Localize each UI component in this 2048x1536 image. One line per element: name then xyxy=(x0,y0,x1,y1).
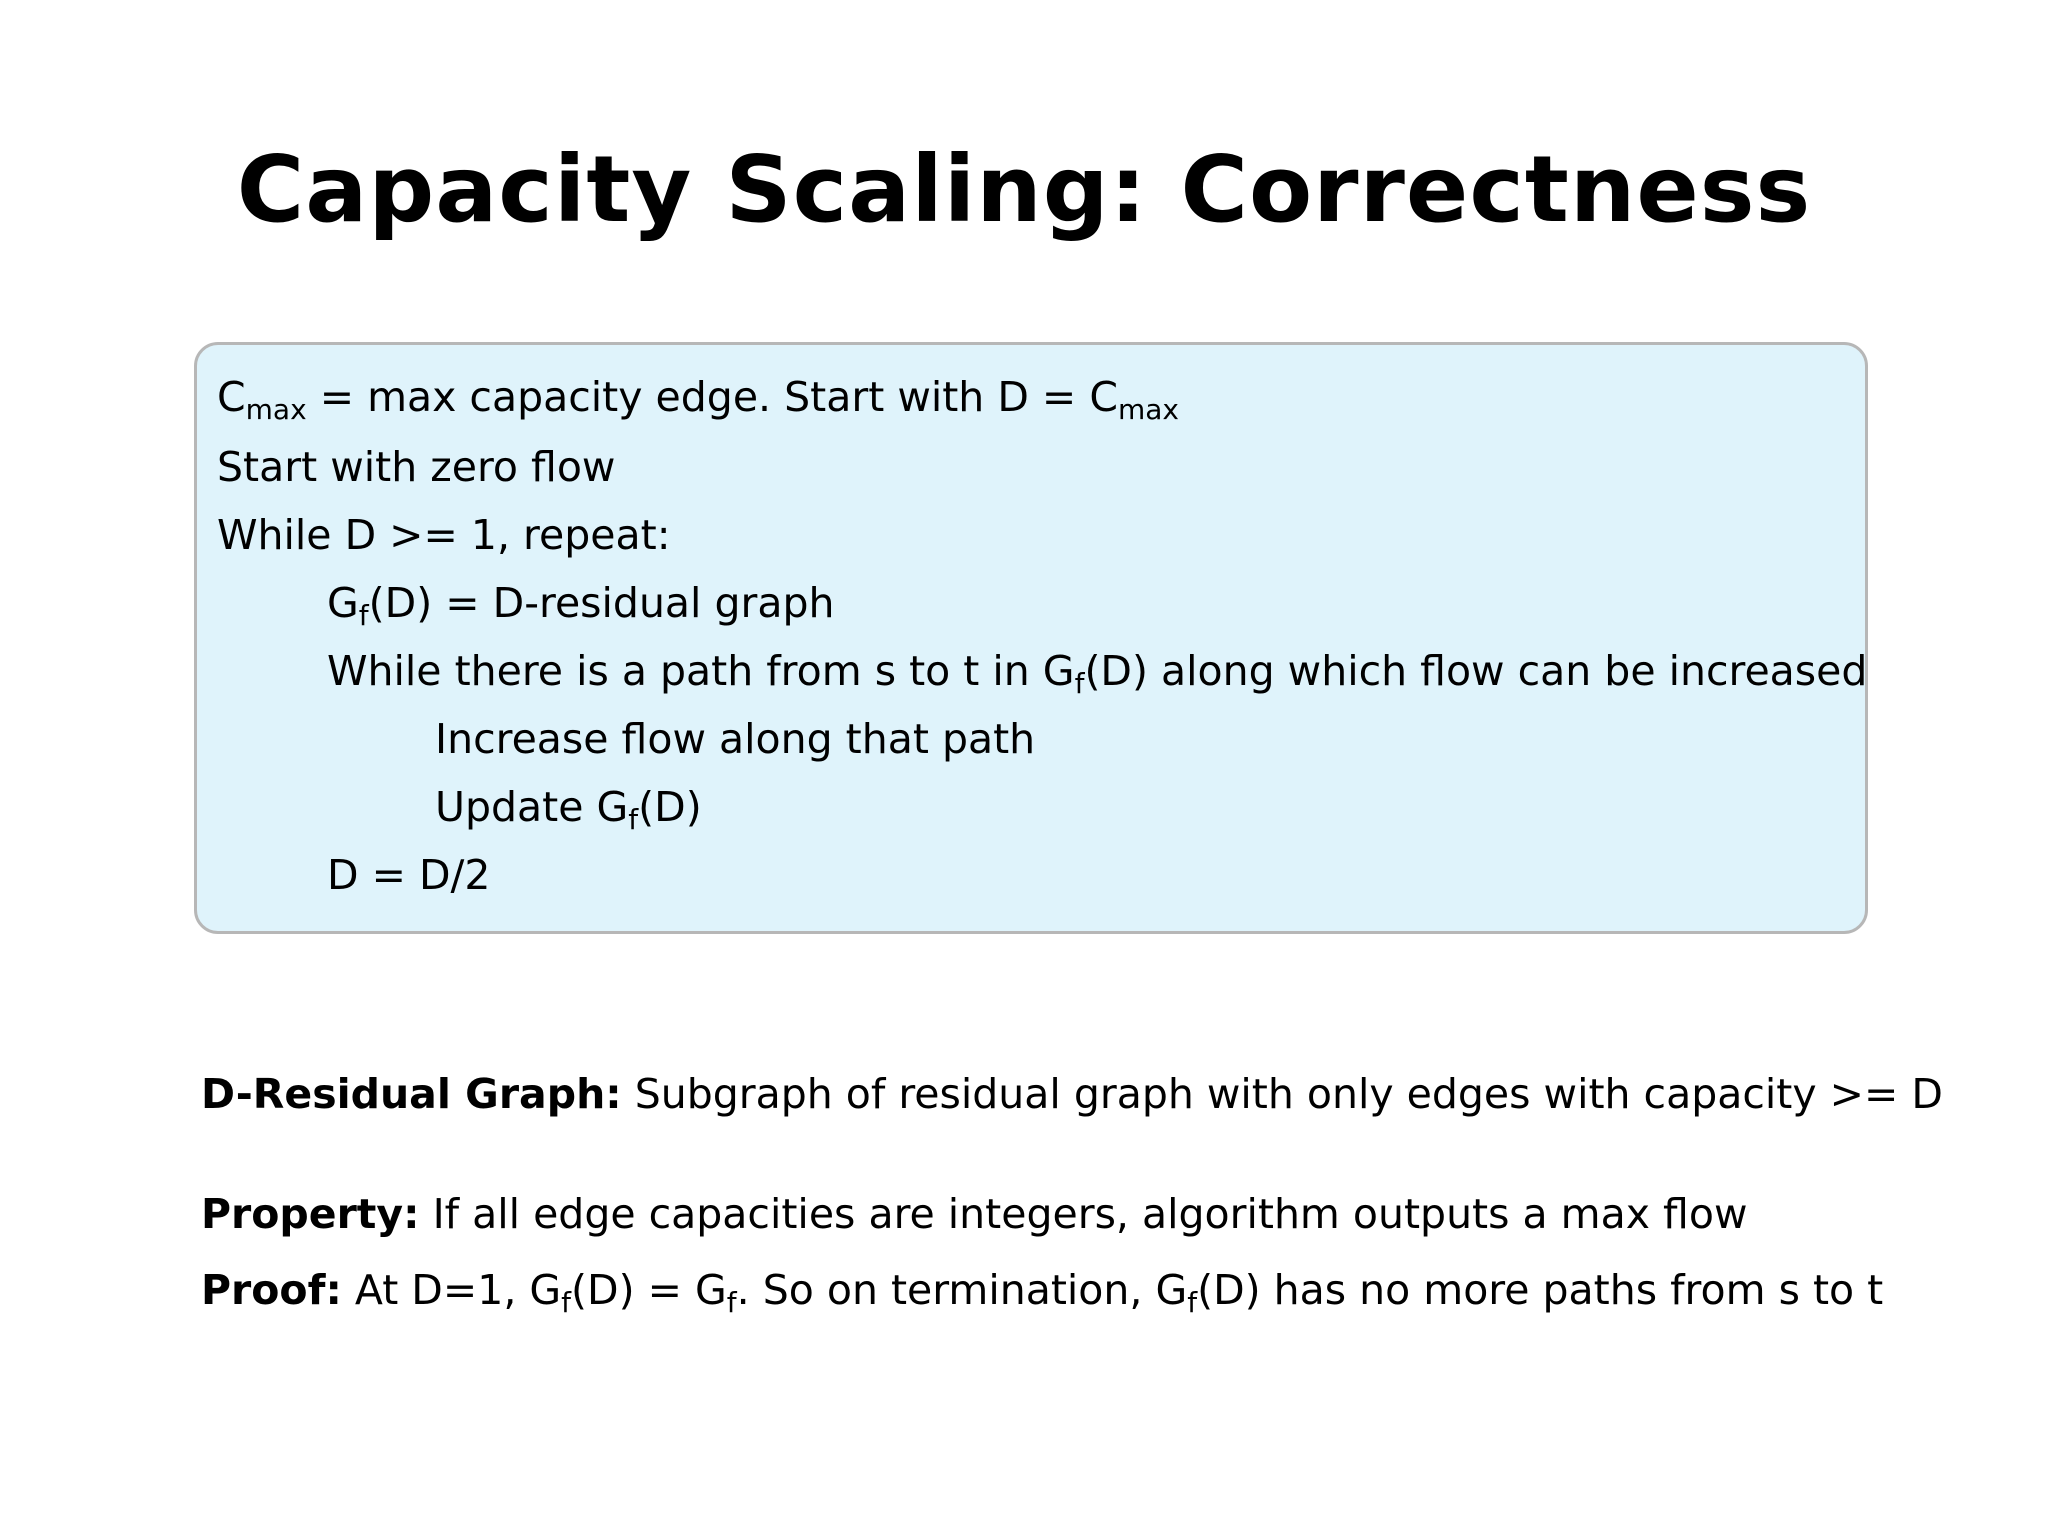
definition-text: Subgraph of residual graph with only edges with capacity >= D xyxy=(621,1070,1943,1118)
property-text: If all edge capacities are integers, algorithm outputs a max flow xyxy=(419,1190,1748,1238)
algorithm-line-increase-flow: Increase flow along that path xyxy=(435,715,1036,763)
slide-title: Capacity Scaling: Correctness xyxy=(236,136,1812,243)
line-text: (D) = D-residual graph xyxy=(368,579,835,627)
subscript-f: f xyxy=(1074,667,1085,700)
definition-property xyxy=(201,1186,1747,1242)
algorithm-box xyxy=(194,342,1868,934)
line-text: While there is a path from s to t in G xyxy=(327,647,1075,695)
subscript-max: max xyxy=(245,393,307,426)
proof-text: (D) = G xyxy=(571,1266,727,1314)
line-text: Update G xyxy=(435,783,629,831)
g-symbol: G xyxy=(327,579,359,627)
line-text: (D) along which flow can be increased xyxy=(1084,647,1868,695)
definition-label: D-Residual Graph: xyxy=(201,1070,622,1118)
algorithm-line-zero-flow: Start with zero flow xyxy=(217,443,616,491)
algorithm-line-residual-graph xyxy=(327,577,835,634)
property-label: Property: xyxy=(201,1190,420,1238)
proof-text: (D) has no more paths from s to t xyxy=(1197,1266,1884,1314)
subscript-f: f xyxy=(726,1286,737,1319)
definition-proof xyxy=(201,1262,1883,1323)
definition-residual-graph xyxy=(201,1066,1943,1122)
algorithm-line-cmax xyxy=(217,371,1179,428)
subscript-f: f xyxy=(628,803,639,836)
c-symbol: C xyxy=(217,373,246,421)
algorithm-line-halve: D = D/2 xyxy=(327,851,491,899)
proof-text: . So on termination, G xyxy=(736,1266,1188,1314)
subscript-f: f xyxy=(561,1286,572,1319)
subscript-f: f xyxy=(358,599,369,632)
proof-label: Proof: xyxy=(201,1266,342,1314)
line-text: = max capacity edge. Start with D = C xyxy=(306,373,1118,421)
algorithm-line-outer-loop: While D >= 1, repeat: xyxy=(217,511,671,559)
subscript-f: f xyxy=(1187,1286,1198,1319)
subscript-max: max xyxy=(1117,393,1179,426)
algorithm-line-inner-loop xyxy=(327,645,1867,702)
line-text: (D) xyxy=(638,783,702,831)
algorithm-line-update xyxy=(435,781,702,838)
proof-text: At D=1, G xyxy=(341,1266,562,1314)
